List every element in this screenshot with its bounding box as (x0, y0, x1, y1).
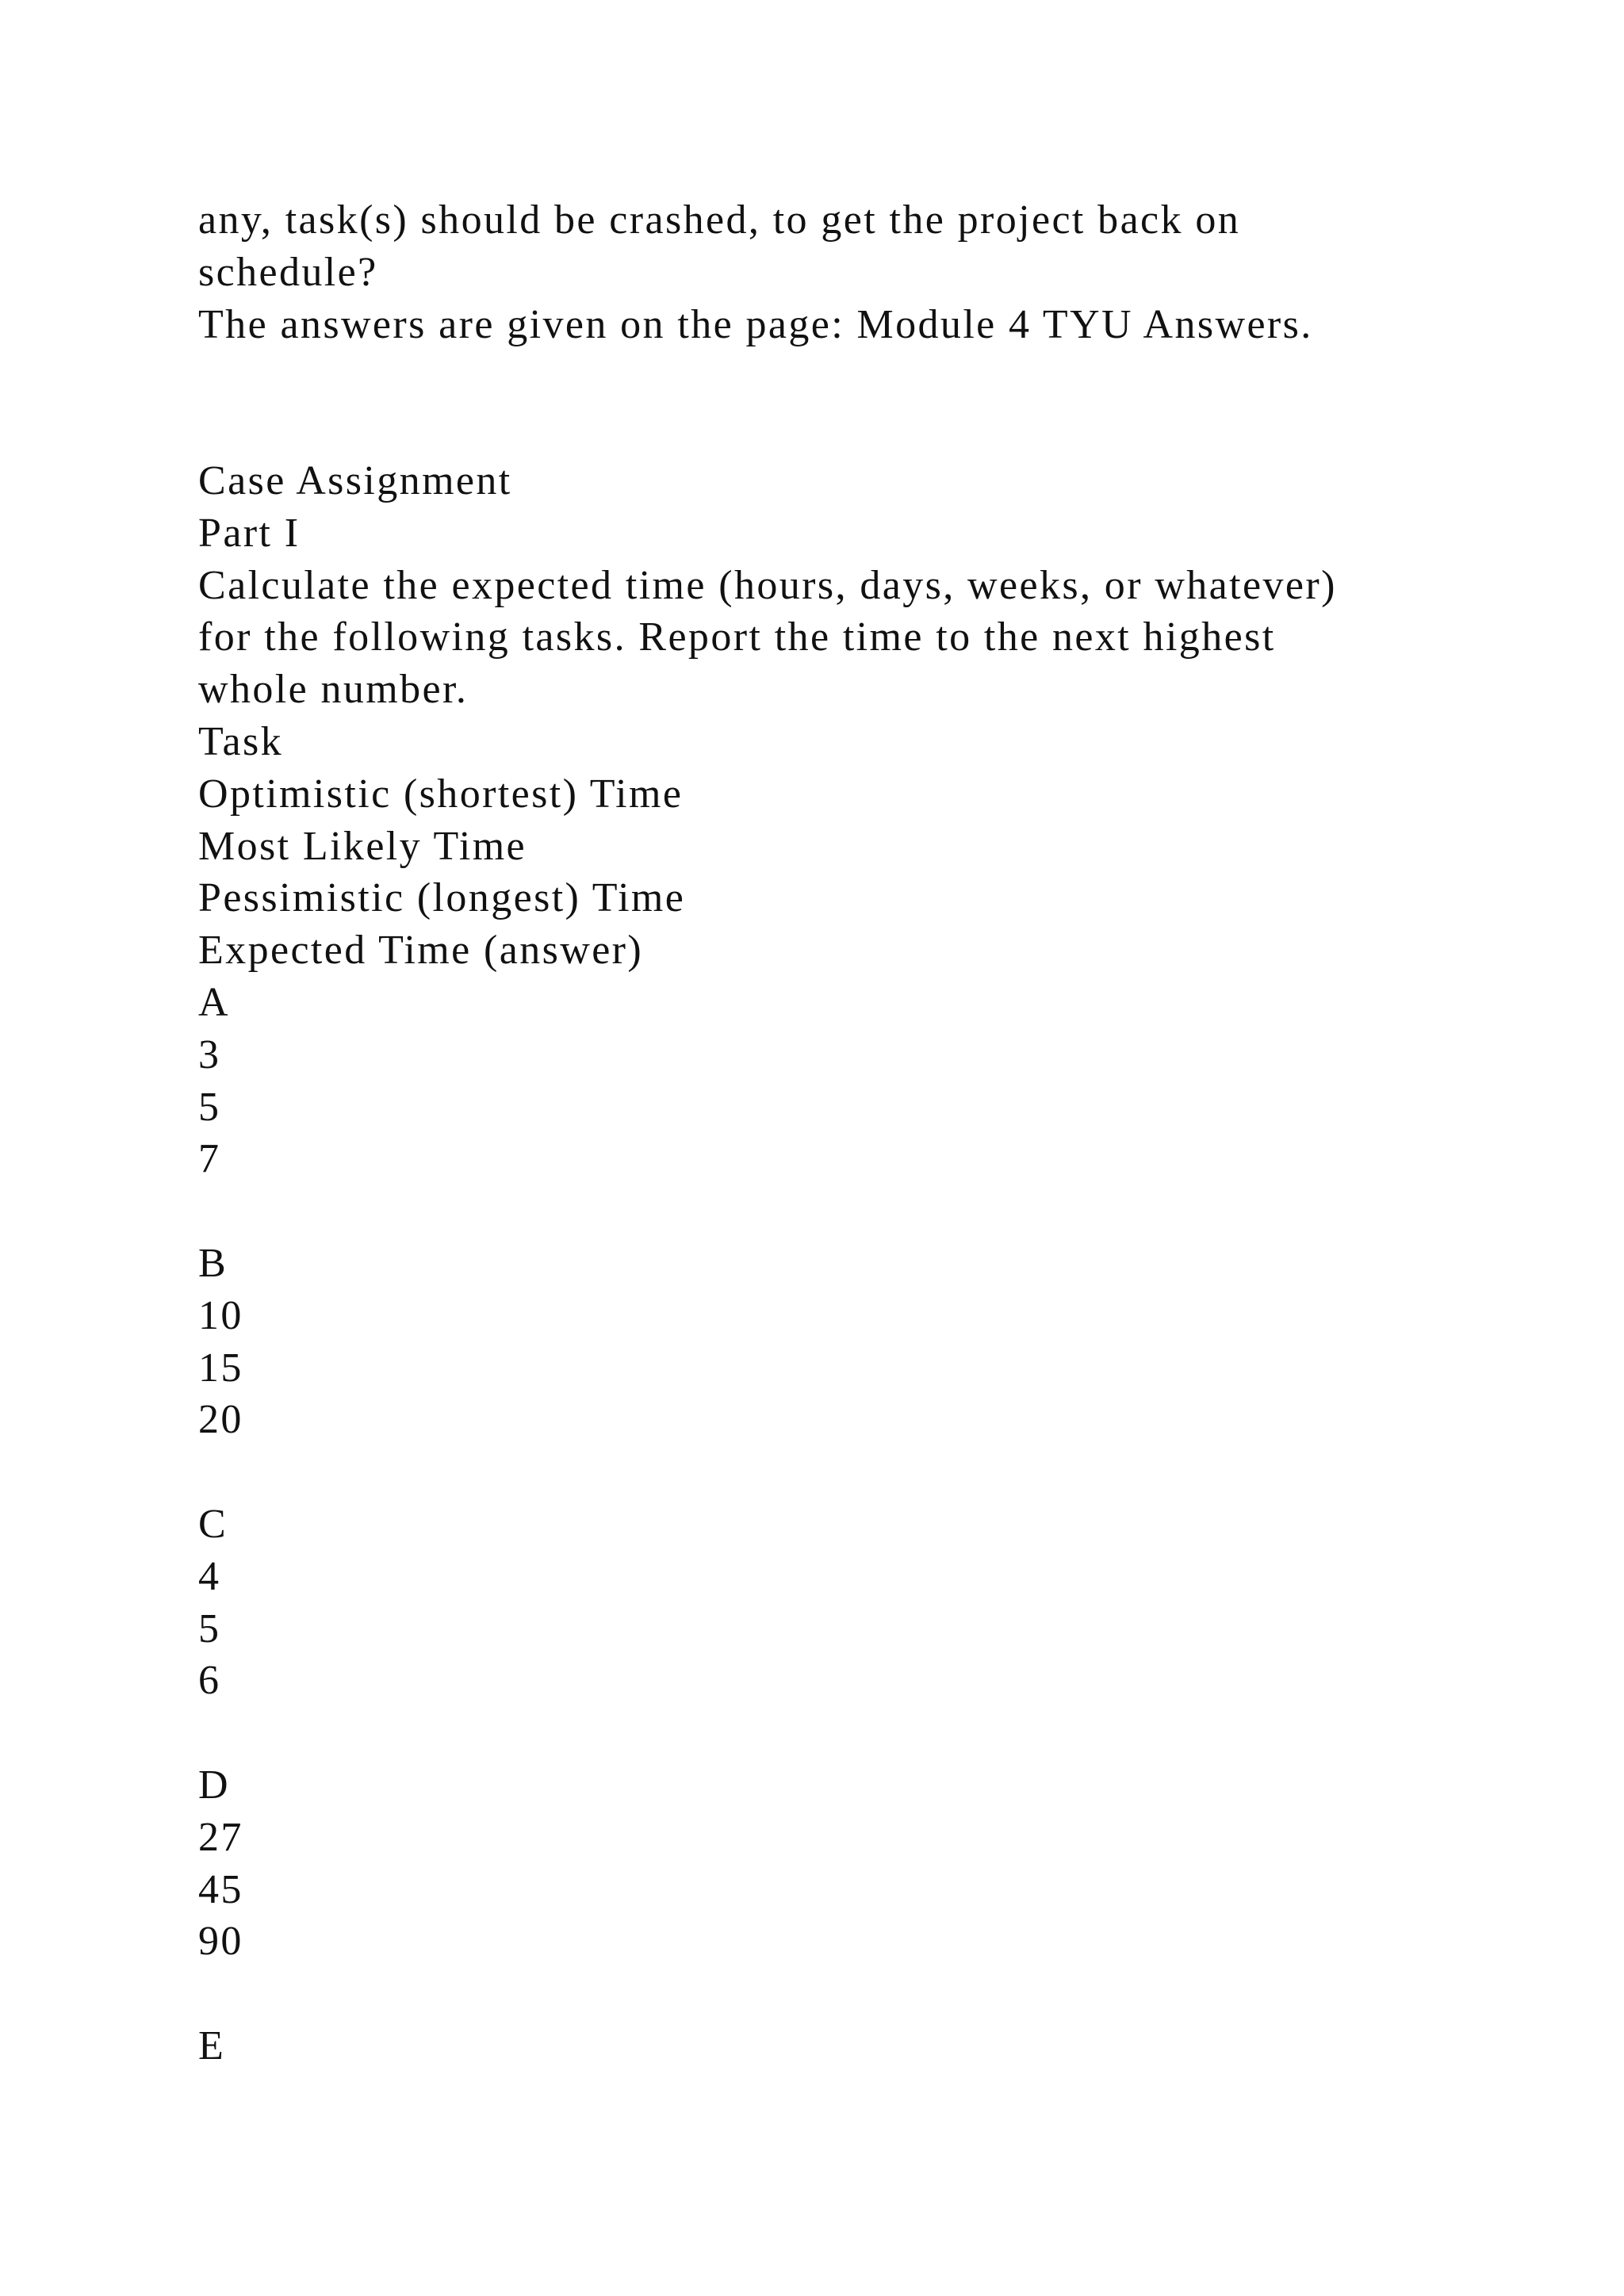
instruction-line-1: Calculate the expected time (hours, days, weeks, or whatever) (198, 562, 1337, 608)
table-cell-task: A (198, 979, 230, 1025)
table-cell-expected-empty (198, 1446, 1467, 1498)
table-cell-pessimistic: 7 (198, 1136, 221, 1182)
table-cell-optimistic: 27 (198, 1814, 243, 1860)
table-cell-optimistic: 4 (198, 1553, 221, 1599)
instruction-line-2: for the following tasks. Report the time to the next highest (198, 614, 1276, 660)
part-label: Part I (198, 510, 301, 556)
document-body (198, 194, 1467, 2072)
table-header-optimistic: Optimistic (shortest) Time (198, 771, 684, 817)
table-cell-task: E (198, 2022, 226, 2068)
blank-line (198, 403, 1467, 455)
table-cell-most-likely: 5 (198, 1084, 221, 1130)
table-header-most-likely: Most Likely Time (198, 823, 527, 869)
intro-line-1: any, task(s) should be crashed, to get the project back on (198, 197, 1241, 243)
table-cell-pessimistic: 20 (198, 1397, 243, 1443)
table-cell-optimistic: 10 (198, 1292, 243, 1338)
blank-line (198, 350, 1467, 403)
table-cell-expected-empty (198, 1707, 1467, 1759)
table-cell-expected-empty (198, 1185, 1467, 1238)
table-header-pessimistic: Pessimistic (longest) Time (198, 875, 686, 921)
table-cell-most-likely: 5 (198, 1605, 221, 1651)
table-header-task: Task (198, 718, 284, 764)
table-cell-optimistic: 3 (198, 1031, 221, 1077)
case-heading: Case Assignment (198, 457, 512, 503)
table-header-expected: Expected Time (answer) (198, 928, 644, 974)
table-cell-most-likely: 15 (198, 1345, 243, 1391)
table-cell-most-likely: 45 (198, 1866, 243, 1912)
instruction-line-3: whole number. (198, 667, 469, 713)
intro-line-3: The answers are given on the page: Module 4 TYU Answers. (198, 301, 1313, 347)
table-cell-task: D (198, 1762, 230, 1808)
table-cell-pessimistic: 6 (198, 1658, 221, 1704)
table-cell-pessimistic: 90 (198, 1919, 243, 1965)
table-cell-task: B (198, 1240, 228, 1286)
table-cell-task: C (198, 1501, 228, 1547)
intro-line-2: schedule? (198, 249, 378, 295)
table-cell-expected-empty (198, 1968, 1467, 2020)
